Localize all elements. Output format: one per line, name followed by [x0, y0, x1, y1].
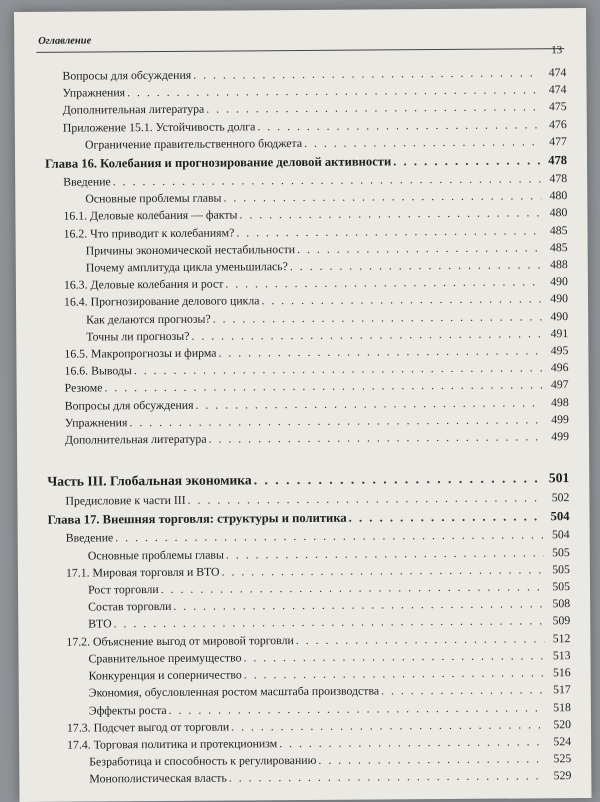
toc-entry-title: Экономия, обусловленная ростом масштаба производства — [88, 683, 380, 700]
dot-leader — [234, 222, 541, 241]
dot-leader — [221, 188, 541, 207]
toc-entry-title: 17.2. Объяснение выгод от мировой торговли — [66, 632, 294, 649]
toc-entry-title: Дополнительная литература — [64, 431, 207, 447]
toc-entry-page: 477 — [549, 133, 567, 149]
toc-entry-title: Почему амплитуда цикла уменьшилась? — [85, 259, 288, 275]
toc-entry-page: 488 — [550, 257, 568, 272]
dot-leader — [237, 205, 541, 224]
toc-entry-title: 16.2. Что приводит к колебаниям? — [63, 225, 235, 241]
toc-entry-title: 17.4. Торговая политика и протекционизм — [67, 736, 278, 752]
book-page — [14, 8, 592, 802]
dot-leader — [259, 291, 542, 310]
toc-entry-page: 518 — [553, 699, 571, 714]
dot-leader — [302, 133, 541, 152]
toc-entry-title: Введение — [63, 174, 111, 189]
toc-entry-page: 490 — [550, 291, 569, 306]
toc-entry-page: 508 — [552, 596, 571, 611]
toc-entry-page: 512 — [552, 630, 571, 645]
toc-entry-page: 499 — [551, 429, 570, 444]
toc-entry-page: 478 — [548, 153, 568, 168]
toc-entry-title: Конкуренция и соперничество — [88, 667, 242, 683]
toc-entry-page: 474 — [548, 65, 567, 80]
table-of-contents — [44, 64, 571, 788]
toc-entry-page: 495 — [550, 343, 569, 358]
toc-entry-title: Безработица и способность к регулированию — [89, 753, 317, 769]
toc-entry-page: 524 — [553, 734, 572, 749]
toc-entry-title: Упражнения — [64, 415, 128, 430]
section-title: Оглавление — [38, 35, 92, 47]
toc-entry-page: 504 — [551, 527, 570, 542]
toc-entry-title: Состав торговли — [88, 599, 172, 614]
toc-entry-title: 17.3. Подсчет выгод от торговли — [66, 719, 230, 735]
running-header — [36, 30, 564, 57]
toc-entry-page: 475 — [548, 99, 567, 114]
toc-entry-page: 501 — [548, 470, 570, 486]
dot-leader — [295, 239, 542, 258]
toc-entry-title: Основные проблемы главы — [87, 547, 224, 563]
toc-entry-page: 502 — [551, 490, 570, 505]
toc-entry[interactable] — [49, 767, 571, 788]
toc-entry-title: Вопросы для обсуждения — [62, 67, 192, 83]
toc-entry-page: 517 — [552, 682, 571, 697]
toc-entry-page: 525 — [553, 751, 572, 766]
toc-entry-title: 16.1. Деловые колебания — факты — [63, 207, 238, 224]
toc-entry-title: 16.4. Прогнозирование делового цикла — [63, 293, 260, 310]
toc-entry-title: Вопросы для обсуждения — [64, 397, 194, 413]
dot-leader — [347, 507, 544, 528]
toc-entry-page: 504 — [550, 509, 570, 524]
dot-leader — [379, 682, 545, 700]
toc-entry-page: 513 — [552, 648, 571, 663]
toc-entry-title: Сравнительное преимущество — [88, 650, 242, 666]
toc-entry-title: Предисловие к части III — [65, 493, 186, 508]
dot-leader — [277, 733, 545, 752]
toc-entry-title: Точны ли прогнозы? — [86, 328, 190, 344]
toc-entry-page: 520 — [553, 716, 572, 731]
toc-entry-title: 16.3. Деловые колебания и рост — [63, 276, 224, 292]
toc-entry-page: 505 — [552, 579, 571, 594]
toc-entry-title: Введение — [65, 530, 114, 546]
toc-entry-title: Монополистическая власть — [89, 770, 227, 786]
toc-entry-title: Глава 17. Внешняя торговля: структуры и политика — [47, 511, 347, 528]
toc-entry-title: Дополнительная литература — [62, 102, 205, 118]
dot-leader — [229, 716, 545, 735]
toc-entry-title: Часть III. Глобальная экономика — [47, 472, 252, 490]
toc-entry-page: 490 — [550, 308, 569, 323]
toc-entry-page: 516 — [552, 665, 571, 680]
dot-leader — [227, 768, 546, 787]
toc-entry-page: 478 — [549, 171, 568, 186]
dot-leader — [255, 116, 541, 135]
dot-leader — [242, 664, 545, 683]
toc-entry[interactable] — [47, 428, 569, 449]
toc-entry-page: 498 — [550, 394, 569, 409]
page-number: 13 — [551, 44, 563, 57]
dot-leader — [252, 468, 544, 492]
toc-entry-title: Приложение 15.1. Устойчивость долга — [62, 118, 256, 135]
toc-entry-page: 496 — [550, 360, 569, 375]
toc-entry-page: 499 — [551, 411, 569, 427]
dot-leader — [294, 630, 545, 649]
toc-entry-page: 529 — [553, 768, 572, 783]
toc-entry-title: Резюме — [64, 380, 103, 396]
toc-entry-page: 491 — [550, 325, 569, 341]
dot-leader — [316, 750, 545, 769]
toc-entry-title: Упражнения — [62, 85, 126, 100]
toc-entry-title: Причины экономической нестабильности — [85, 241, 296, 258]
toc-entry-title: Рост торговли — [87, 582, 159, 597]
toc-entry-page: 476 — [549, 116, 567, 131]
toc-entry-title: 16.6. Выводы — [64, 363, 132, 378]
dot-leader — [241, 647, 544, 666]
toc-entry-title: Глава 16. Колебания и прогнозирование деловой активности — [45, 154, 392, 171]
dot-leader — [206, 428, 543, 448]
toc-entry-title: ВТО — [88, 616, 112, 631]
toc-entry-page: 505 — [552, 544, 570, 559]
dot-leader — [223, 274, 542, 293]
toc-entry-page: 480 — [549, 188, 568, 203]
toc-entry-title: Эффекты роста — [88, 702, 167, 717]
toc-entry-page: 490 — [550, 274, 568, 289]
toc-entry-page: 474 — [548, 82, 567, 97]
toc-entry-page: 480 — [549, 205, 568, 220]
dot-leader — [391, 150, 541, 171]
toc-entry-page: 485 — [549, 222, 568, 237]
dot-leader — [288, 256, 542, 275]
toc-entry-title: 17.1. Мировая торговля и ВТО — [65, 564, 220, 580]
toc-entry-page: 505 — [552, 562, 570, 577]
toc-entry-title: Как делаются прогнозы? — [86, 311, 211, 327]
toc-entry-title: 16.5. Макропрогнозы и фирма — [64, 345, 217, 361]
toc-entry-title: Ограничение правительственного бюджета — [84, 135, 303, 152]
toc-entry-page: 497 — [550, 377, 569, 392]
dot-leader — [220, 561, 544, 580]
toc-entry-page: 485 — [549, 239, 568, 255]
toc-entry-page: 509 — [552, 613, 571, 628]
dot-leader — [224, 544, 544, 563]
toc-entry-title: Основные проблемы главы — [85, 190, 222, 206]
